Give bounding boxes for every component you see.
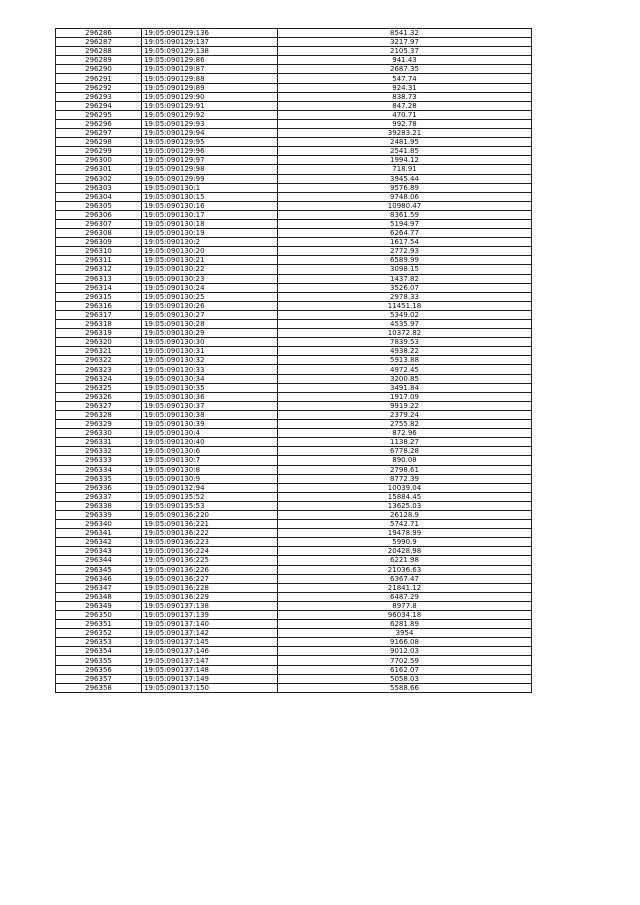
table-row — [56, 119, 532, 128]
row-id-cell: 296327 — [56, 401, 142, 410]
table-row — [56, 583, 532, 592]
cadastral-number-cell: 19:05:090130:38 — [142, 410, 278, 419]
value-cell: 9919.22 — [278, 401, 532, 410]
cadastral-number-cell: 19:05:090130:25 — [142, 292, 278, 301]
cadastral-number-cell: 19:05:090130:35 — [142, 383, 278, 392]
value-cell: 11451.18 — [278, 301, 532, 310]
row-id-cell: 296341 — [56, 529, 142, 538]
table-row — [56, 483, 532, 492]
row-id-cell: 296300 — [56, 156, 142, 165]
row-id-cell: 296296 — [56, 119, 142, 128]
row-id-cell: 296313 — [56, 274, 142, 283]
value-cell: 890.08 — [278, 456, 532, 465]
value-cell: 547.74 — [278, 74, 532, 83]
table-row — [56, 320, 532, 329]
value-cell: 3217.97 — [278, 38, 532, 47]
value-cell: 39283.21 — [278, 129, 532, 138]
value-cell: 2772.93 — [278, 247, 532, 256]
row-id-cell: 296353 — [56, 638, 142, 647]
table-row — [56, 638, 532, 647]
cadastral-number-cell: 19:05:090130:19 — [142, 229, 278, 238]
value-cell: 4972.45 — [278, 365, 532, 374]
cadastral-number-cell: 19:05:090130:32 — [142, 356, 278, 365]
cadastral-number-cell: 19:05:090129:138 — [142, 47, 278, 56]
value-cell: 6162.07 — [278, 665, 532, 674]
cadastral-number-cell: 19:05:090137:140 — [142, 620, 278, 629]
table-row — [56, 83, 532, 92]
row-id-cell: 296305 — [56, 201, 142, 210]
table-row — [56, 520, 532, 529]
cadastral-number-cell: 19:05:090129:99 — [142, 174, 278, 183]
cadastral-number-cell: 19:05:090132:94 — [142, 483, 278, 492]
cadastral-number-cell: 19:05:090130:17 — [142, 210, 278, 219]
table-row — [56, 592, 532, 601]
row-id-cell: 296311 — [56, 256, 142, 265]
cadastral-number-cell: 19:05:090129:86 — [142, 56, 278, 65]
row-id-cell: 296325 — [56, 383, 142, 392]
table-row — [56, 65, 532, 74]
value-cell: 9748.06 — [278, 192, 532, 201]
value-cell: 718.91 — [278, 165, 532, 174]
row-id-cell: 296329 — [56, 420, 142, 429]
cadastral-number-cell: 19:05:090129:137 — [142, 38, 278, 47]
value-cell: 6778.28 — [278, 447, 532, 456]
table-row — [56, 156, 532, 165]
cadastral-number-cell: 19:05:090136:228 — [142, 583, 278, 592]
row-id-cell: 296297 — [56, 129, 142, 138]
cadastral-number-cell: 19:05:090130:6 — [142, 447, 278, 456]
table-row — [56, 492, 532, 501]
cadastral-number-cell: 19:05:090130:7 — [142, 456, 278, 465]
value-cell: 6221.98 — [278, 556, 532, 565]
cadastral-number-cell: 19:05:090136:227 — [142, 574, 278, 583]
row-id-cell: 296330 — [56, 429, 142, 438]
table-row — [56, 392, 532, 401]
cadastral-number-cell: 19:05:090129:96 — [142, 147, 278, 156]
cadastral-number-cell: 19:05:090130:21 — [142, 256, 278, 265]
value-cell: 1617.54 — [278, 238, 532, 247]
value-cell: 992.78 — [278, 119, 532, 128]
cadastral-number-cell: 19:05:090129:91 — [142, 101, 278, 110]
row-id-cell: 296306 — [56, 210, 142, 219]
row-id-cell: 296316 — [56, 301, 142, 310]
table-row — [56, 538, 532, 547]
row-id-cell: 296346 — [56, 574, 142, 583]
table-row — [56, 338, 532, 347]
value-cell: 3945.44 — [278, 174, 532, 183]
table-row — [56, 329, 532, 338]
cadastral-number-cell: 19:05:090130:29 — [142, 329, 278, 338]
table-row — [56, 183, 532, 192]
table-row — [56, 356, 532, 365]
table-row — [56, 529, 532, 538]
value-cell: 941.43 — [278, 56, 532, 65]
table-row — [56, 347, 532, 356]
value-cell: 10980.47 — [278, 201, 532, 210]
value-cell: 8977.8 — [278, 601, 532, 610]
value-cell: 4938.22 — [278, 347, 532, 356]
value-cell: 847.28 — [278, 101, 532, 110]
row-id-cell: 296298 — [56, 138, 142, 147]
row-id-cell: 296337 — [56, 492, 142, 501]
value-cell: 2541.85 — [278, 147, 532, 156]
row-id-cell: 296299 — [56, 147, 142, 156]
value-cell: 2798.61 — [278, 465, 532, 474]
table-row — [56, 138, 532, 147]
value-cell: 7702.59 — [278, 656, 532, 665]
table-row — [56, 310, 532, 319]
cadastral-number-cell: 19:05:090135:53 — [142, 501, 278, 510]
value-cell: 5913.88 — [278, 356, 532, 365]
cadastral-number-cell: 19:05:090130:15 — [142, 192, 278, 201]
table-row — [56, 256, 532, 265]
table-row — [56, 292, 532, 301]
row-id-cell: 296295 — [56, 110, 142, 119]
value-cell: 1437.82 — [278, 274, 532, 283]
value-cell: 8541.32 — [278, 29, 532, 38]
row-id-cell: 296308 — [56, 229, 142, 238]
cadastral-number-cell: 19:05:090137:142 — [142, 629, 278, 638]
row-id-cell: 296352 — [56, 629, 142, 638]
row-id-cell: 296328 — [56, 410, 142, 419]
value-cell: 10372.82 — [278, 329, 532, 338]
row-id-cell: 296338 — [56, 501, 142, 510]
row-id-cell: 296321 — [56, 347, 142, 356]
row-id-cell: 296345 — [56, 565, 142, 574]
row-id-cell: 296307 — [56, 219, 142, 228]
value-cell: 21036.63 — [278, 565, 532, 574]
cadastral-number-cell: 19:05:090129:136 — [142, 29, 278, 38]
cadastral-number-cell: 19:05:090135:52 — [142, 492, 278, 501]
table-row — [56, 101, 532, 110]
value-cell: 7839.53 — [278, 338, 532, 347]
table-row — [56, 474, 532, 483]
table-row — [56, 574, 532, 583]
value-cell: 1138.27 — [278, 438, 532, 447]
cadastral-number-cell: 19:05:090129:98 — [142, 165, 278, 174]
cadastral-number-cell: 19:05:090130:1 — [142, 183, 278, 192]
row-id-cell: 296301 — [56, 165, 142, 174]
row-id-cell: 296342 — [56, 538, 142, 547]
cadastral-number-cell: 19:05:090130:39 — [142, 420, 278, 429]
cadastral-number-cell: 19:05:090130:9 — [142, 474, 278, 483]
row-id-cell: 296320 — [56, 338, 142, 347]
value-cell: 5742.71 — [278, 520, 532, 529]
row-id-cell: 296339 — [56, 510, 142, 519]
cadastral-number-cell: 19:05:090130:37 — [142, 401, 278, 410]
table-row — [56, 274, 532, 283]
table-row — [56, 629, 532, 638]
table-row — [56, 556, 532, 565]
table-row — [56, 147, 532, 156]
value-cell: 5990.9 — [278, 538, 532, 547]
table-row — [56, 438, 532, 447]
table-row — [56, 129, 532, 138]
value-cell: 4535.97 — [278, 320, 532, 329]
cadastral-number-cell: 19:05:090130:36 — [142, 392, 278, 401]
value-cell: 5194.97 — [278, 219, 532, 228]
row-id-cell: 296315 — [56, 292, 142, 301]
row-id-cell: 296318 — [56, 320, 142, 329]
row-id-cell: 296350 — [56, 611, 142, 620]
row-id-cell: 296340 — [56, 520, 142, 529]
value-cell: 96034.18 — [278, 611, 532, 620]
cadastral-number-cell: 19:05:090137:147 — [142, 656, 278, 665]
value-cell: 3200.85 — [278, 374, 532, 383]
value-cell: 20428.98 — [278, 547, 532, 556]
table-row — [56, 301, 532, 310]
row-id-cell: 296324 — [56, 374, 142, 383]
cadastral-number-cell: 19:05:090130:18 — [142, 219, 278, 228]
value-cell: 6487.29 — [278, 592, 532, 601]
cadastral-number-cell: 19:05:090137:148 — [142, 665, 278, 674]
cadastral-number-cell: 19:05:090130:20 — [142, 247, 278, 256]
value-cell: 5349.02 — [278, 310, 532, 319]
cadastral-number-cell: 19:05:090130:4 — [142, 429, 278, 438]
cadastral-number-cell: 19:05:090130:34 — [142, 374, 278, 383]
row-id-cell: 296326 — [56, 392, 142, 401]
value-cell: 10039.04 — [278, 483, 532, 492]
cadastral-number-cell: 19:05:090137:139 — [142, 611, 278, 620]
row-id-cell: 296335 — [56, 474, 142, 483]
table-row — [56, 565, 532, 574]
row-id-cell: 296322 — [56, 356, 142, 365]
cadastral-number-cell: 19:05:090130:40 — [142, 438, 278, 447]
cadastral-number-cell: 19:05:090129:94 — [142, 129, 278, 138]
cadastral-number-cell: 19:05:090130:27 — [142, 310, 278, 319]
cadastral-number-cell: 19:05:090129:89 — [142, 83, 278, 92]
row-id-cell: 296314 — [56, 283, 142, 292]
cadastral-number-cell: 19:05:090137:149 — [142, 674, 278, 683]
row-id-cell: 296290 — [56, 65, 142, 74]
row-id-cell: 296347 — [56, 583, 142, 592]
table-row — [56, 620, 532, 629]
cadastral-number-cell: 19:05:090136:221 — [142, 520, 278, 529]
table-row — [56, 365, 532, 374]
cadastral-number-cell: 19:05:090136:226 — [142, 565, 278, 574]
table-row — [56, 283, 532, 292]
table-row — [56, 547, 532, 556]
cadastral-number-cell: 19:05:090130:33 — [142, 365, 278, 374]
cadastral-number-cell: 19:05:090130:30 — [142, 338, 278, 347]
table-row — [56, 383, 532, 392]
value-cell: 1994.12 — [278, 156, 532, 165]
value-cell: 15884.45 — [278, 492, 532, 501]
value-cell: 21841.12 — [278, 583, 532, 592]
row-id-cell: 296344 — [56, 556, 142, 565]
cadastral-number-cell: 19:05:090129:90 — [142, 92, 278, 101]
value-cell: 26128.9 — [278, 510, 532, 519]
row-id-cell: 296288 — [56, 47, 142, 56]
value-cell: 6367.47 — [278, 574, 532, 583]
value-cell: 3954 — [278, 629, 532, 638]
cadastral-number-cell: 19:05:090129:88 — [142, 74, 278, 83]
table-row — [56, 247, 532, 256]
cadastral-number-cell: 19:05:090137:150 — [142, 683, 278, 692]
cadastral-number-cell: 19:05:090130:16 — [142, 201, 278, 210]
table-row — [56, 674, 532, 683]
row-id-cell: 296310 — [56, 247, 142, 256]
value-cell: 8772.39 — [278, 474, 532, 483]
table-row — [56, 683, 532, 692]
cadastral-number-cell: 19:05:090130:26 — [142, 301, 278, 310]
row-id-cell: 296332 — [56, 447, 142, 456]
table-row — [56, 110, 532, 119]
table-row — [56, 238, 532, 247]
table-row — [56, 56, 532, 65]
table-row — [56, 401, 532, 410]
row-id-cell: 296287 — [56, 38, 142, 47]
row-id-cell: 296334 — [56, 465, 142, 474]
table-row — [56, 410, 532, 419]
table-row — [56, 38, 532, 47]
value-cell: 470.71 — [278, 110, 532, 119]
table-row — [56, 165, 532, 174]
value-cell: 9166.08 — [278, 638, 532, 647]
row-id-cell: 296349 — [56, 601, 142, 610]
value-cell: 2105.37 — [278, 47, 532, 56]
row-id-cell: 296348 — [56, 592, 142, 601]
data-table — [55, 28, 532, 693]
table-row — [56, 601, 532, 610]
row-id-cell: 296354 — [56, 647, 142, 656]
row-id-cell: 296356 — [56, 665, 142, 674]
value-cell: 1917.09 — [278, 392, 532, 401]
row-id-cell: 296304 — [56, 192, 142, 201]
value-cell: 9012.03 — [278, 647, 532, 656]
table-row — [56, 229, 532, 238]
table-row — [56, 510, 532, 519]
cadastral-number-cell: 19:05:090129:97 — [142, 156, 278, 165]
cadastral-number-cell: 19:05:090137:146 — [142, 647, 278, 656]
row-id-cell: 296355 — [56, 656, 142, 665]
value-cell: 2978.33 — [278, 292, 532, 301]
row-id-cell: 296291 — [56, 74, 142, 83]
value-cell: 2687.35 — [278, 65, 532, 74]
row-id-cell: 296289 — [56, 56, 142, 65]
row-id-cell: 296336 — [56, 483, 142, 492]
row-id-cell: 296358 — [56, 683, 142, 692]
row-id-cell: 296286 — [56, 29, 142, 38]
row-id-cell: 296302 — [56, 174, 142, 183]
table-row — [56, 420, 532, 429]
row-id-cell: 296357 — [56, 674, 142, 683]
value-cell: 872.96 — [278, 429, 532, 438]
row-id-cell: 296293 — [56, 92, 142, 101]
value-cell: 3098.15 — [278, 265, 532, 274]
table-row — [56, 201, 532, 210]
row-id-cell: 296331 — [56, 438, 142, 447]
cadastral-number-cell: 19:05:090129:92 — [142, 110, 278, 119]
value-cell: 838.73 — [278, 92, 532, 101]
row-id-cell: 296317 — [56, 310, 142, 319]
table-row — [56, 647, 532, 656]
table-row — [56, 174, 532, 183]
row-id-cell: 296351 — [56, 620, 142, 629]
cadastral-number-cell: 19:05:090130:28 — [142, 320, 278, 329]
cadastral-number-cell: 19:05:090136:222 — [142, 529, 278, 538]
row-id-cell: 296309 — [56, 238, 142, 247]
value-cell: 8361.59 — [278, 210, 532, 219]
row-id-cell: 296294 — [56, 101, 142, 110]
row-id-cell: 296333 — [56, 456, 142, 465]
value-cell: 2481.95 — [278, 138, 532, 147]
cadastral-number-cell: 19:05:090130:24 — [142, 283, 278, 292]
cadastral-number-cell: 19:05:090136:224 — [142, 547, 278, 556]
cadastral-number-cell: 19:05:090130:31 — [142, 347, 278, 356]
row-id-cell: 296312 — [56, 265, 142, 274]
row-id-cell: 296323 — [56, 365, 142, 374]
table-row — [56, 374, 532, 383]
value-cell: 5588.66 — [278, 683, 532, 692]
cadastral-number-cell: 19:05:090129:95 — [142, 138, 278, 147]
row-id-cell: 296319 — [56, 329, 142, 338]
table-row — [56, 611, 532, 620]
table-row — [56, 29, 532, 38]
table-row — [56, 47, 532, 56]
value-cell: 6264.77 — [278, 229, 532, 238]
value-cell: 5058.03 — [278, 674, 532, 683]
table-row — [56, 656, 532, 665]
table-row — [56, 192, 532, 201]
cadastral-number-cell: 19:05:090137:138 — [142, 601, 278, 610]
cadastral-number-cell: 19:05:090130:8 — [142, 465, 278, 474]
table-row — [56, 456, 532, 465]
value-cell: 19478.99 — [278, 529, 532, 538]
cadastral-number-cell: 19:05:090137:145 — [142, 638, 278, 647]
cadastral-number-cell: 19:05:090130:22 — [142, 265, 278, 274]
row-id-cell: 296303 — [56, 183, 142, 192]
value-cell: 2755.82 — [278, 420, 532, 429]
table-row — [56, 465, 532, 474]
value-cell: 924.31 — [278, 83, 532, 92]
value-cell: 9576.89 — [278, 183, 532, 192]
table-row — [56, 92, 532, 101]
table-row — [56, 210, 532, 219]
table-row — [56, 74, 532, 83]
table-row — [56, 665, 532, 674]
value-cell: 6281.89 — [278, 620, 532, 629]
cadastral-number-cell: 19:05:090136:225 — [142, 556, 278, 565]
cadastral-number-cell: 19:05:090130:23 — [142, 274, 278, 283]
value-cell: 13625.03 — [278, 501, 532, 510]
value-cell: 3526.07 — [278, 283, 532, 292]
table-row — [56, 429, 532, 438]
row-id-cell: 296343 — [56, 547, 142, 556]
table-body — [56, 29, 532, 693]
value-cell: 2379.24 — [278, 410, 532, 419]
cadastral-number-cell: 19:05:090130:2 — [142, 238, 278, 247]
value-cell: 3491.84 — [278, 383, 532, 392]
table-row — [56, 501, 532, 510]
cadastral-number-cell: 19:05:090136:220 — [142, 510, 278, 519]
cadastral-number-cell: 19:05:090136:223 — [142, 538, 278, 547]
cadastral-number-cell: 19:05:090136:229 — [142, 592, 278, 601]
table-row — [56, 447, 532, 456]
cadastral-number-cell: 19:05:090129:93 — [142, 119, 278, 128]
cadastral-number-cell: 19:05:090129:87 — [142, 65, 278, 74]
table-row — [56, 265, 532, 274]
value-cell: 6589.99 — [278, 256, 532, 265]
table-row — [56, 219, 532, 228]
row-id-cell: 296292 — [56, 83, 142, 92]
